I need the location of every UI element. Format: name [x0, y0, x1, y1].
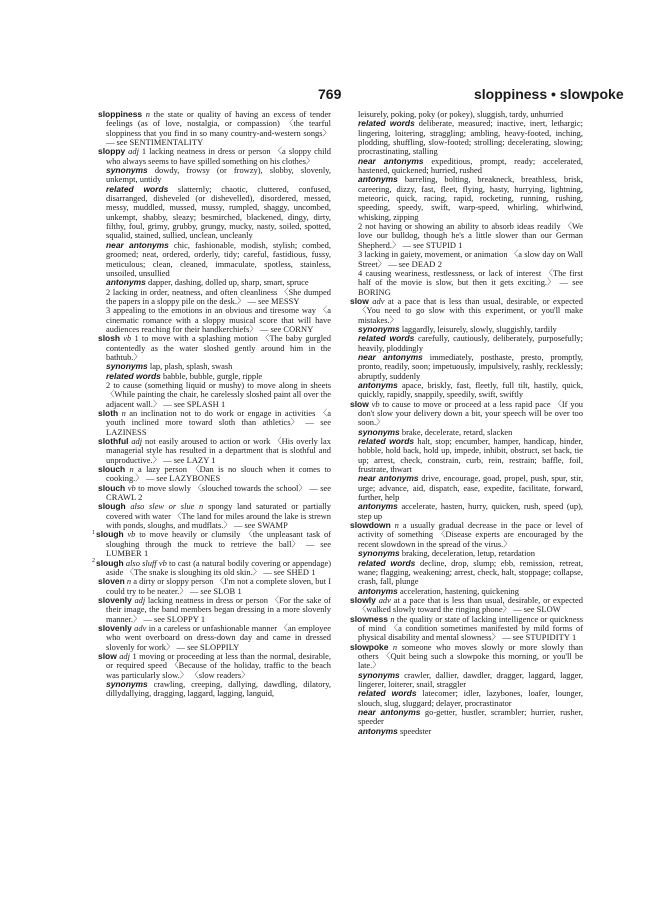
entry-headword-block: [98, 502, 331, 530]
cross-reference: CORNY: [283, 323, 314, 334]
cross-reference: DEAD 2: [411, 258, 443, 269]
entry-headword-block: [98, 334, 331, 362]
list-text: carefully, cautiously, deliberately, purposefully; heavily, ploddingly: [358, 333, 583, 353]
list-text: leisurely, poking, poky (or pokey), sluggish, tardy, unhurried: [358, 109, 564, 119]
right-column: [350, 110, 583, 736]
part-of-speech: vb: [371, 398, 380, 409]
list-label: related words: [358, 557, 416, 568]
word-list: [98, 241, 331, 278]
headword: slothful: [98, 436, 129, 447]
list-label: antonyms: [358, 174, 398, 185]
definition: a lazy person 〈Dan is no slouch when it comes to cooking.〉 — see: [106, 464, 332, 484]
list-text: expeditious, prompt, ready; accelerated, hastened, quickened; hurried, rushed: [358, 155, 583, 176]
page-number: 769: [318, 86, 342, 102]
word-list: [350, 727, 583, 736]
definition: spongy land saturated or partially covered with water 〈The land for miles around the lake is strewn with ponds, sloughs, and mudflats.〉 — see: [106, 501, 332, 531]
list-label: near antonyms: [358, 155, 424, 166]
headword: slough: [96, 557, 124, 568]
definition: someone who moves slowly or more slowly than others 〈Quit being such a slowpoke this morning, or you'll be late.〉: [358, 641, 584, 671]
headword: slough: [98, 501, 126, 512]
cross-reference: SENTIMENTALITY: [129, 137, 204, 148]
entry-headword-block: [350, 643, 583, 671]
list-text: halt, stop; encumber, hamper, handicap, hinder, hobble, hold back, hold up, impede, inhibit, obstruct, set back, tie up; arrest, check, constrain, curb, rein, restrain; baffle, foil, frustrate, thwart: [358, 436, 583, 475]
part-of-speech: n: [145, 109, 150, 119]
list-label: near antonyms: [358, 707, 421, 717]
entry-headword-block: [92, 529, 332, 559]
cross-reference: STUPID 1: [425, 239, 463, 250]
headword: slow: [350, 398, 369, 409]
cross-reference: SLOPPY 1: [166, 613, 206, 624]
cross-reference: SLOPPILY: [199, 641, 240, 652]
word-list: [350, 559, 583, 587]
part-of-speech: n: [390, 613, 395, 624]
sense: [350, 222, 583, 250]
cross-reference: SHED 1: [286, 566, 316, 577]
definition: to move slowly 〈slouched towards the school〉 — see: [138, 482, 332, 493]
entry-headword-block: [98, 624, 331, 652]
word-list: [350, 157, 583, 176]
list-text: lap, plash, splash, swash: [149, 361, 233, 372]
definition: a dirty or sloppy person 〈I'm not a complete sloven, but I could try to be neater.〉 — see: [106, 576, 331, 596]
headword: sloppiness: [98, 109, 143, 119]
definition: the quality or state of lacking intelligence or quickness of mind 〈a condition sometimes manifested by mild forms of physical disability and mental slowness〉 — see: [358, 613, 584, 643]
word-list: [350, 689, 583, 708]
cross-reference: LAZYBONES: [169, 473, 221, 484]
word-list: [350, 671, 583, 690]
headword: sloven: [98, 576, 125, 587]
cross-reference: SLOB 1: [213, 585, 242, 596]
list-label: related words: [358, 118, 415, 129]
list-text: immediately, posthaste, presto, promptly, pronto, readily, soon; impetuously, impulsively, rashly, recklessly; abruptly, suddenly: [358, 351, 583, 381]
list-text: deliberate, measured; inactive, inert, lethargic; lingering, loitering, straggling; ambling, heavy-footed, inching, plodding, shuffling, slow-footed; strolling; decelerating, slowing; procrastinating, stalling: [358, 118, 583, 157]
list-label: related words: [106, 370, 161, 381]
sense: [98, 306, 331, 334]
headword: slosh: [98, 333, 121, 344]
definition: the state or quality of having an excess of tender feelings (as of love, nostalgia, or compassion) 〈the tearful sloppiness that you find in so many country-and-western songs〉 — see: [106, 109, 331, 148]
part-of-speech: vb: [127, 529, 136, 540]
sense: [98, 288, 331, 307]
headword: slowly: [350, 594, 376, 605]
list-label: antonyms: [358, 585, 398, 596]
entry-headword-block: [350, 615, 583, 643]
cross-reference: LAZY 1: [186, 454, 216, 465]
list-label: antonyms: [358, 501, 398, 512]
cross-reference: CRAWL 2: [106, 492, 143, 503]
list-label: synonyms: [106, 678, 148, 689]
list-label: synonyms: [106, 361, 148, 372]
list-label: synonyms: [358, 669, 400, 680]
cross-reference: SWAMP: [257, 520, 288, 531]
list-text: go-getter, hustler, scrambler; hurrier, rusher, speeder: [358, 707, 584, 727]
entry-headword-block: [98, 465, 331, 484]
part-of-speech: adv: [372, 295, 385, 306]
list-text: 4 causing weariness, restlessness, or lack of interest 〈The first half of the movie is slow, but then it gets exciting.〉 — see: [358, 267, 583, 288]
word-list: [350, 437, 583, 474]
entry-headword-block: [98, 409, 331, 437]
list-text: drive, encourage, goad, propel, push, spur, stir, urge; advance, aid, dispatch, ease, expedite, facilitate, forward, further, help: [358, 473, 583, 503]
word-list: [350, 334, 583, 353]
cross-reference: BORING: [358, 286, 391, 297]
list-text: 2 lacking in order, neatness, and often cleanliness 〈She dumped the papers in a sloppy pile on the desk.〉 — see: [106, 286, 331, 306]
list-label: antonyms: [358, 379, 398, 390]
entry-headword-block: [350, 596, 583, 615]
list-text: latecomer; idler, lazybones, loafer, lounger, slouch, slug, sluggard; delayer, procrastinator: [358, 688, 583, 708]
list-text: apace, briskly, fast, fleetly, full tilt, hastily, quick, quickly, rapidly, snappily, speedily, swift, swiftly: [358, 379, 584, 400]
definition: at a pace that is less than usual, desirable, or expected 〈walked slowly toward the ringing phone〉 — see: [358, 594, 584, 615]
entry-headword-block: [98, 437, 331, 465]
list-text: 3 appealing to the emotions in an obvious and tiresome way 〈a cinematic romance with a sloppy musical score that will have audiences reaching for their handkerchiefs〉 — see: [106, 305, 331, 334]
list-label: related words: [358, 688, 417, 699]
list-text: accelerate, hasten, hurry, quicken, rush, speed (up), step up: [358, 501, 583, 521]
headword: slough: [96, 529, 124, 540]
entry-headword-block: [98, 577, 331, 596]
word-list: [98, 185, 331, 241]
entry-headword-block: [350, 400, 583, 428]
list-label: near antonyms: [106, 239, 169, 250]
list-text: babble, bubble, gurgle, ripple: [162, 370, 263, 381]
homograph-number: 1: [92, 529, 95, 536]
sense: [350, 269, 583, 297]
headword: slow: [350, 295, 369, 306]
list-text: braking, deceleration, letup, retardation: [401, 548, 535, 559]
list-label: synonyms: [358, 548, 400, 559]
definition: at a pace that is less than usual, desirable, or expected 〈You need to go slow with this experiment, or you'll make mistakes.〉: [358, 295, 583, 325]
sense: [350, 250, 583, 269]
list-text: 3 lacking in gaiety, movement, or animation 〈a slow day on Wall Street〉 — see: [358, 249, 583, 269]
list-text: crawler, dallier, dawdler, dragger, laggard, lagger, lingerer, loiterer, snail, straggler: [358, 669, 583, 689]
headword: slouch: [98, 482, 126, 493]
part-of-speech: adj: [134, 594, 146, 605]
word-list: [350, 502, 583, 521]
part-of-speech: vb: [123, 333, 132, 344]
definition: not easily aroused to action or work 〈His overly lax managerial style has resulted in a department that is slothful and unproductive.〉 — see: [106, 436, 331, 465]
entry-headword-block: [350, 297, 583, 325]
list-text: 2 to cause (something liquid or mushy) to move along in sheets 〈While painting the chair, he carelessly sloshed paint all over the adjacent wall.〉 — see: [106, 379, 331, 409]
entry-headword-block: [98, 147, 331, 166]
cross-reference: LUMBER 1: [106, 548, 149, 559]
homograph-number: 2: [92, 557, 95, 564]
entry-headword-block: [350, 521, 583, 549]
list-text: slatternly; chaotic, cluttered, confused, disarranged, disheveled (or dishevelled), disordered, messed, messy, muddled, mussed, mussy, rumpled, shaggy, uncombed, unkempt, shabby, sleazy; besmirched, blackened, dingy, dirty, filthy, foul, grimy, grubby, grungy, mucky, nasty, soiled, spotted, squalid, stained, sullied, unclean, uncleanly: [106, 183, 332, 241]
list-label: near antonyms: [358, 351, 423, 362]
guide-words: sloppiness • slowpoke: [474, 86, 624, 102]
part-of-speech: also slew or slue n: [130, 501, 204, 512]
cross-reference: SLOW: [536, 604, 561, 615]
part-of-speech: n: [121, 408, 126, 418]
entry-headword-block: [92, 557, 332, 578]
definition: to cause to move or proceed at a less rapid pace 〈If you don't slow your delivery down a bit, your speech will be over too soon.〉: [358, 398, 584, 428]
cross-reference: SPLASH 1: [186, 398, 226, 409]
definition: a usually gradual decrease in the pace or level of activity of something 〈Disease experts are encouraged by the recent slowdown in the spread of the virus.〉: [358, 520, 584, 549]
list-text: dapper, dashing, dolled up, sharp, smart, spruce: [147, 277, 309, 288]
part-of-speech: adv: [134, 622, 147, 633]
list-text: decline, drop, slump; ebb, remission, retreat, wane; flagging, weakening; arrest, check, halt, stoppage; collapse, crash, fall, plunge: [358, 557, 583, 587]
list-label: antonyms: [358, 725, 398, 736]
headword: slowpoke: [350, 641, 389, 652]
word-list: [350, 474, 583, 502]
part-of-speech: n: [129, 464, 134, 475]
headword: sloth: [98, 408, 119, 418]
entry-headword-block: [98, 484, 331, 503]
list-text: dowdy, frowsy (or frowzy), slobby, slovenly, unkempt, untidy: [106, 165, 331, 185]
list-label: near antonyms: [358, 473, 419, 484]
part-of-speech: vb: [127, 482, 136, 493]
definition: to cast (a natural bodily covering or appendage) aside 〈The snake is sloughing its old skin.〉 — see: [106, 557, 332, 577]
list-label: antonyms: [106, 277, 146, 288]
part-of-speech: adj: [131, 436, 143, 447]
list-text: crawling, creeping, dallying, dawdling, dilatory, dillydallying, dragging, laggard, lagging, languid,: [106, 678, 331, 699]
headword: slow: [98, 650, 117, 661]
entry-headword-block: [98, 596, 331, 624]
list-label: related words: [358, 333, 415, 344]
list-text: brake, decelerate, retard, slacken: [401, 426, 513, 437]
entry-headword-block: [98, 110, 331, 147]
part-of-speech: adj: [128, 146, 139, 157]
list-label: synonyms: [358, 426, 400, 437]
list-text: 2 not having or showing an ability to absorb ideas readily 〈We love our bulldog, though he's a little slower than our German Shepherd.〉 — see: [358, 221, 583, 250]
headword: slowdown: [350, 520, 391, 531]
list-label: synonyms: [106, 165, 148, 176]
definition: 1 to move with a splashing motion 〈The baby gurgled contentedly as the water sloshed gently around him in the bathtub.〉: [106, 333, 332, 362]
headword: slouch: [98, 464, 126, 475]
word-list: [350, 708, 583, 727]
definition: 1 moving or proceeding at less than the normal, desirable, or required speed 〈Because of the holiday, traffic to the beach was particularly slow.〉 〈slow readers〉: [106, 650, 332, 680]
part-of-speech: also sluff vb: [125, 557, 167, 568]
word-list: [350, 175, 583, 222]
part-of-speech: adj: [119, 650, 130, 661]
part-of-speech: n: [126, 576, 132, 587]
left-column: [92, 109, 332, 699]
sense: [98, 381, 331, 409]
headword: sloppy: [98, 146, 126, 157]
definition: in a careless or unfashionable manner 〈an employee who went overboard on dress-down day and came in dressed slovenly for work〉 — see: [106, 622, 332, 652]
part-of-speech: n: [394, 520, 399, 531]
list-label: related words: [106, 183, 169, 194]
word-list: [350, 381, 583, 400]
definition: to move heavily or clumsily 〈the unpleasant task of sloughing through the muck to retrieve the ball〉 — see: [106, 529, 332, 549]
headword: slovenly: [98, 622, 132, 633]
cross-reference: MESSY: [270, 295, 300, 306]
list-text: acceleration, hastening, quickening: [399, 585, 519, 596]
part-of-speech: n: [392, 641, 398, 652]
list-text: chic, fashionable, modish, stylish; combed, groomed; neat, ordered, orderly, tidy; careful, fastidious, fussy, meticulous; clean, cleaned, immaculate, spotless, stainless, unsoiled, unsullied: [106, 239, 331, 278]
part-of-speech: adv: [378, 594, 391, 605]
word-list: [98, 166, 331, 185]
headword: slowness: [350, 613, 388, 624]
word-list: [350, 353, 583, 381]
entry-headword-block: [98, 652, 331, 680]
definition: 1 lacking neatness in dress or person 〈a sloppy child who always seems to have spilled something on his clothes〉: [106, 146, 332, 166]
cross-reference: STUPIDITY 1: [525, 632, 577, 643]
list-label: related words: [358, 436, 415, 447]
definition: lacking neatness in dress or person 〈For the sake of their image, the band members began dressing in a more slovenly manner.〉 — see: [106, 594, 332, 624]
list-label: synonyms: [358, 323, 400, 334]
list-text: laggardly, leisurely, slowly, sluggishly, tardily: [401, 323, 557, 334]
list-text: speedster: [399, 725, 432, 736]
word-list: [98, 680, 331, 699]
cross-reference: LAZINESS: [106, 426, 147, 437]
list-text: barreling, bolting, breakneck, breathless, brisk, careering, dizzy, fast, fleet, flying, hasty, hurrying, lightning, meteoric, quick, racing, rapid, rocketing, running, rushing, speeding, speedy, swift, warp-speed, whirling, whirlwind, whisking, zipping: [358, 174, 584, 222]
word-list: [350, 119, 583, 156]
headword: slovenly: [98, 594, 132, 605]
definition: an inclination not to do work or engage in activities 〈a youth inclined more toward sloth than athletics〉 — see: [106, 408, 332, 428]
